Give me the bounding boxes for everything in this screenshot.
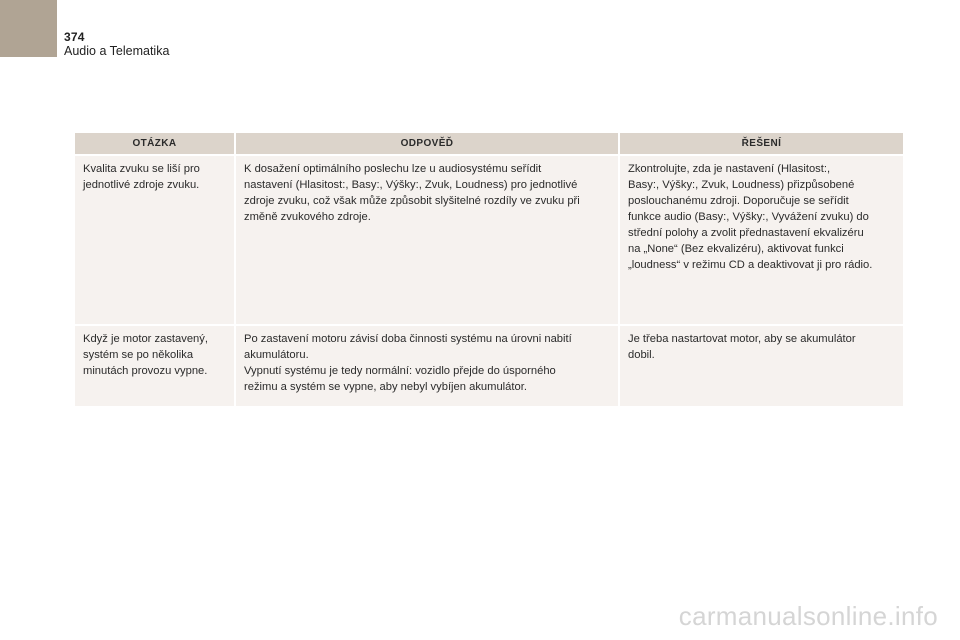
table-row (75, 154, 903, 324)
answer-cell: K dosažení optimálního poslechu lze u audiosystému seřídit nastavení (Hlasitost:, Basy:, Výšky:, Zvuk, Loudness) pro jednotlivé zdroje zvuku, což však může způsobit slyšitelné rozdíly ve zvuku při změně zvukového zdroje. (236, 154, 620, 324)
page-corner-tab (0, 0, 57, 57)
solution-cell: Zkontrolujte, zda je nastavení (Hlasitost:, Basy:, Výšky:, Zvuk, Loudness) přizpůsobené poslouchanému zdroji. Doporučuje se seřídit funkce audio (Basy:, Výšky:, Vyvážení zvuku) do střední polohy a zvolit přednastavení ekvalizéru na „None“ (Bez ekvalizéru), aktivovat funkci „loudness“ v režimu CD a deaktivovat ji pro rádio. (620, 154, 903, 324)
section-title: Audio a Telematika (64, 44, 170, 58)
question-cell: Když je motor zastavený, systém se po několika minutách provozu vypne. (75, 324, 236, 406)
column-header-answer: ODPOVĚĎ (236, 133, 620, 154)
answer-cell: Po zastavení motoru závisí doba činnosti systému na úrovni nabití akumulátoru. Vypnutí systému je tedy normální: vozidlo přejde do úsporného režimu a systém se vypne, aby nebyl vybíjen akumulátor. (236, 324, 620, 406)
faq-table (75, 133, 903, 406)
question-cell: Kvalita zvuku se liší pro jednotlivé zdroje zvuku. (75, 154, 236, 324)
table-row (75, 324, 903, 406)
watermark: carmanualsonline.info (678, 601, 938, 631)
column-header-question: OTÁZKA (75, 133, 236, 154)
table-header-row (75, 133, 903, 154)
column-header-solution: ŘEŠENÍ (620, 133, 903, 154)
page-number: 374 (64, 30, 85, 44)
solution-cell: Je třeba nastartovat motor, aby se akumulátor dobil. (620, 324, 903, 406)
